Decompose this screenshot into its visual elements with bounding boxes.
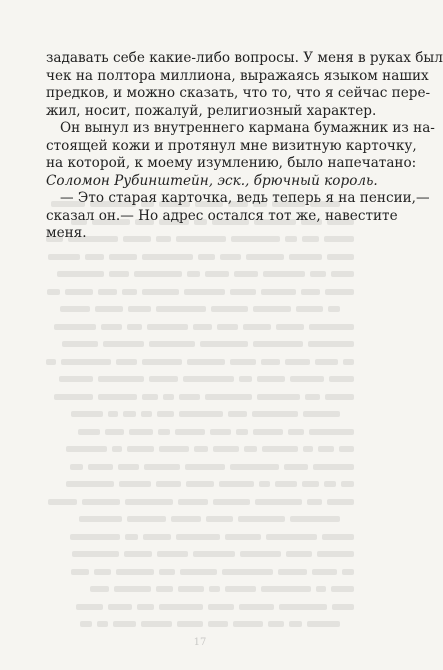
bleed-through-word: [225, 534, 261, 540]
bleed-through-word: [122, 289, 137, 295]
bleed-through-word: [268, 621, 284, 627]
bleed-through-word: [66, 481, 114, 487]
bleed-through-word: [193, 324, 212, 330]
bleed-through-word: [124, 551, 152, 557]
bleed-through-word: [158, 429, 170, 435]
bleed-through-word: [343, 359, 354, 365]
bleed-through-word: [341, 481, 354, 487]
bleed-through-word: [220, 254, 241, 260]
text-line-5: Он вынул из внутреннего кармана бумажник из на-: [60, 120, 435, 136]
bleed-through-word: [325, 394, 354, 400]
bleed-through-word: [118, 464, 139, 470]
bleed-through-word: [176, 534, 220, 540]
bleed-through-word: [309, 429, 354, 435]
bleed-through-word: [125, 499, 173, 505]
bleed-through-word: [134, 271, 182, 277]
bleed-through-line: [46, 300, 354, 318]
bleed-through-word: [289, 254, 322, 260]
bleed-through-word: [109, 254, 137, 260]
bleed-through-word: [109, 271, 129, 277]
text-line-7: на которой, к моему изумлению, было напечатано:: [46, 155, 417, 171]
bleed-through-word: [47, 289, 60, 295]
bleed-through-word: [289, 621, 302, 627]
bleed-through-word: [149, 376, 178, 382]
bleed-through-word: [342, 569, 354, 575]
bleed-through-word: [263, 271, 305, 277]
bleed-through-word: [307, 621, 340, 627]
bleed-through-word: [187, 359, 225, 365]
bleed-through-word: [205, 394, 252, 400]
bleed-through-word: [127, 446, 154, 452]
text-line-1: задавать себе какие-либо вопросы. У меня в руках был: [46, 50, 443, 66]
bleed-through-word: [284, 464, 308, 470]
bleed-through-word: [108, 604, 132, 610]
bleed-through-word: [261, 586, 311, 592]
bleed-through-word: [318, 446, 334, 452]
bleed-through-word: [183, 376, 234, 382]
bleed-through-word: [156, 586, 173, 592]
bleed-through-word: [57, 271, 104, 277]
text-line-10: сказал он.— Но адрес остался тот же, навестите: [46, 207, 398, 224]
bleed-through-word: [317, 551, 354, 557]
bleed-through-word: [147, 324, 188, 330]
bleed-through-word: [72, 551, 119, 557]
bleed-through-word: [71, 569, 89, 575]
bleed-through-word: [255, 499, 302, 505]
bleed-through-word: [244, 446, 257, 452]
bleed-through-word: [257, 376, 285, 382]
bleed-through-word: [48, 499, 77, 505]
bleed-through-line: [46, 528, 354, 546]
bleed-through-word: [171, 516, 201, 522]
bleed-through-line: [46, 423, 354, 441]
bleed-through-word: [217, 324, 238, 330]
bleed-through-word: [157, 411, 174, 417]
bleed-through-word: [62, 341, 98, 347]
bleed-through-word: [157, 551, 188, 557]
bleed-through-word: [82, 499, 120, 505]
bleed-through-word: [98, 289, 117, 295]
bleed-through-word: [90, 586, 109, 592]
bleed-through-word: [137, 604, 154, 610]
bleed-through-word: [185, 464, 225, 470]
bleed-through-word: [198, 254, 215, 260]
bleed-through-word: [303, 446, 313, 452]
bleed-through-word: [257, 394, 300, 400]
bleed-through-line: [46, 493, 354, 511]
bleed-through-word: [316, 586, 326, 592]
bleed-through-word: [266, 534, 317, 540]
bleed-through-word: [228, 411, 247, 417]
bleed-through-word: [177, 621, 203, 627]
bleed-through-word: [88, 464, 113, 470]
bleed-through-word: [238, 516, 285, 522]
bleed-through-word: [209, 586, 220, 592]
bleed-through-line: [46, 248, 354, 266]
bleed-through-word: [159, 446, 189, 452]
bleed-through-word: [279, 604, 327, 610]
bleed-through-word: [290, 376, 324, 382]
bleed-through-line: [46, 388, 354, 406]
bleed-through-line: [46, 563, 354, 581]
bleed-through-word: [128, 306, 151, 312]
bleed-through-word: [76, 604, 103, 610]
bleed-through-word: [66, 446, 107, 452]
bleed-through-word: [59, 376, 93, 382]
bleed-through-word: [322, 534, 354, 540]
body-text: [46, 50, 443, 243]
bleed-through-word: [329, 376, 354, 382]
bleed-through-line: [46, 580, 354, 598]
bleed-through-word: [211, 306, 248, 312]
bleed-through-word: [332, 604, 354, 610]
bleed-through-word: [210, 429, 231, 435]
bleed-through-word: [143, 534, 171, 540]
bleed-through-line: [46, 335, 354, 353]
bleed-through-word: [230, 359, 256, 365]
bleed-through-word: [80, 621, 92, 627]
bleed-through-word: [230, 464, 279, 470]
bleed-through-word: [60, 306, 90, 312]
bleed-through-word: [261, 289, 296, 295]
bleed-through-word: [240, 551, 281, 557]
bleed-through-word: [236, 429, 248, 435]
bleed-through-word: [70, 464, 83, 470]
bleed-through-word: [180, 569, 217, 575]
bleed-through-word: [94, 569, 111, 575]
bleed-through-word: [308, 341, 354, 347]
bleed-through-word: [48, 254, 80, 260]
bleed-through-word: [142, 359, 182, 365]
bleed-through-word: [305, 394, 320, 400]
bleed-through-word: [301, 289, 320, 295]
bleed-through-word: [71, 411, 103, 417]
bleed-through-word: [239, 376, 252, 382]
bleed-through-word: [97, 621, 108, 627]
bleed-through-word: [108, 411, 118, 417]
bleed-through-word: [144, 464, 180, 470]
bleed-through-word: [141, 411, 152, 417]
bleed-through-word: [178, 499, 208, 505]
bleed-through-word: [225, 586, 256, 592]
bleed-through-word: [61, 359, 111, 365]
bleed-through-word: [112, 446, 122, 452]
bleed-through-word: [327, 499, 354, 505]
bleed-through-line: [46, 598, 354, 616]
bleed-through-word: [114, 586, 151, 592]
bleed-through-word: [156, 481, 181, 487]
bleed-through-word: [79, 516, 122, 522]
bleed-through-word: [253, 429, 283, 435]
bleed-through-word: [213, 446, 239, 452]
bleed-through-line: [46, 615, 354, 633]
bleed-through-word: [290, 516, 340, 522]
bleed-through-word: [95, 306, 123, 312]
bleed-through-word: [85, 254, 104, 260]
bleed-through-line: [46, 545, 354, 563]
bleed-through-word: [70, 534, 120, 540]
bleed-through-word: [179, 411, 223, 417]
bleed-through-word: [262, 446, 298, 452]
bleed-through-line: [46, 318, 354, 336]
bleed-through-word: [123, 411, 136, 417]
bleed-through-word: [116, 359, 137, 365]
bleed-through-word: [219, 481, 254, 487]
text-line-2: чек на полтора миллиона, выражаясь языком наших: [46, 67, 429, 84]
bleed-through-word: [253, 341, 303, 347]
bleed-through-word: [127, 324, 142, 330]
bleed-through-word: [105, 429, 124, 435]
bleed-through-line: [46, 475, 354, 493]
bleed-through-word: [234, 271, 258, 277]
bleed-through-word: [193, 551, 235, 557]
bleed-through-word: [259, 481, 270, 487]
bleed-through-word: [187, 271, 200, 277]
bleed-through-word: [276, 324, 304, 330]
bleed-through-word: [252, 411, 298, 417]
bleed-through-word: [239, 604, 274, 610]
bleed-through-word: [178, 586, 204, 592]
bleed-through-word: [141, 621, 172, 627]
bleed-through-word: [324, 481, 336, 487]
bleed-through-word: [98, 394, 137, 400]
bleed-through-word: [142, 289, 179, 295]
bleed-through-word: [184, 289, 225, 295]
bleed-through-word: [54, 324, 96, 330]
bleed-through-word: [307, 499, 322, 505]
bleed-through-word: [275, 481, 297, 487]
page-number: 17: [193, 637, 207, 648]
bleed-through-word: [310, 271, 326, 277]
bleed-through-word: [213, 499, 250, 505]
bleed-through-word: [125, 534, 138, 540]
text-line-6: стоящей кожи и протянул мне визитную карточку,: [46, 137, 417, 154]
bleed-through-text: [46, 195, 398, 635]
bleed-through-word: [206, 516, 233, 522]
bleed-through-word: [302, 481, 319, 487]
text-line-9: — Это старая карточка, ведь теперь я на пенсии,—: [60, 190, 430, 206]
bleed-through-word: [325, 289, 354, 295]
bleed-through-word: [163, 394, 174, 400]
bleed-through-word: [208, 604, 234, 610]
bleed-through-word: [205, 271, 229, 277]
bleed-through-word: [278, 569, 307, 575]
bleed-through-line: [46, 510, 354, 528]
bleed-through-word: [208, 621, 228, 627]
bleed-through-word: [142, 394, 158, 400]
bleed-through-word: [142, 254, 193, 260]
bleed-through-line: [46, 370, 354, 388]
bleed-through-word: [54, 394, 93, 400]
bleed-through-word: [156, 306, 206, 312]
bleed-through-word: [246, 254, 284, 260]
bleed-through-word: [179, 394, 200, 400]
bleed-through-line: [46, 353, 354, 371]
bleed-through-word: [194, 446, 208, 452]
bleed-through-word: [129, 429, 153, 435]
bleed-through-word: [98, 376, 144, 382]
bleed-through-word: [331, 271, 354, 277]
bleed-through-word: [127, 516, 166, 522]
bleed-through-word: [230, 289, 256, 295]
bleed-through-word: [243, 324, 271, 330]
bleed-through-line: [46, 283, 354, 301]
bleed-through-word: [222, 569, 273, 575]
text-line-4: жил, носит, пожалуй, религиозный характер.: [46, 102, 377, 119]
bleed-through-word: [327, 254, 354, 260]
bleed-through-word: [101, 324, 122, 330]
bleed-through-word: [119, 481, 151, 487]
bleed-through-word: [65, 289, 93, 295]
text-line-8-business-card: Соломон Рубинштейн, эск., брючный король.: [46, 172, 378, 189]
bleed-through-line: [46, 265, 354, 283]
bleed-through-word: [103, 341, 144, 347]
bleed-through-word: [309, 324, 354, 330]
bleed-through-word: [312, 569, 337, 575]
bleed-through-word: [113, 621, 136, 627]
bleed-through-word: [253, 306, 291, 312]
bleed-through-word: [116, 569, 154, 575]
bleed-through-word: [78, 429, 100, 435]
bleed-through-word: [186, 481, 214, 487]
bleed-through-word: [296, 306, 323, 312]
bleed-through-word: [339, 446, 354, 452]
bleed-through-word: [261, 359, 280, 365]
bleed-through-line: [46, 440, 354, 458]
bleed-through-word: [328, 306, 340, 312]
bleed-through-word: [159, 604, 203, 610]
bleed-through-word: [200, 341, 248, 347]
bleed-through-word: [175, 429, 205, 435]
bleed-through-word: [286, 551, 312, 557]
bleed-through-word: [303, 411, 340, 417]
bleed-through-word: [233, 621, 263, 627]
bleed-through-word: [315, 359, 338, 365]
bleed-through-word: [313, 464, 354, 470]
bleed-through-line: [46, 458, 354, 476]
bleed-through-word: [285, 359, 310, 365]
text-line-3: предков, и можно сказать, что то, что я сейчас пере-: [46, 85, 431, 101]
text-line-11: меня.: [46, 225, 87, 241]
bleed-through-word: [331, 586, 354, 592]
bleed-through-word: [46, 359, 56, 365]
bleed-through-word: [159, 569, 175, 575]
bleed-through-word: [149, 341, 195, 347]
bleed-through-word: [288, 429, 304, 435]
bleed-through-line: [46, 405, 354, 423]
